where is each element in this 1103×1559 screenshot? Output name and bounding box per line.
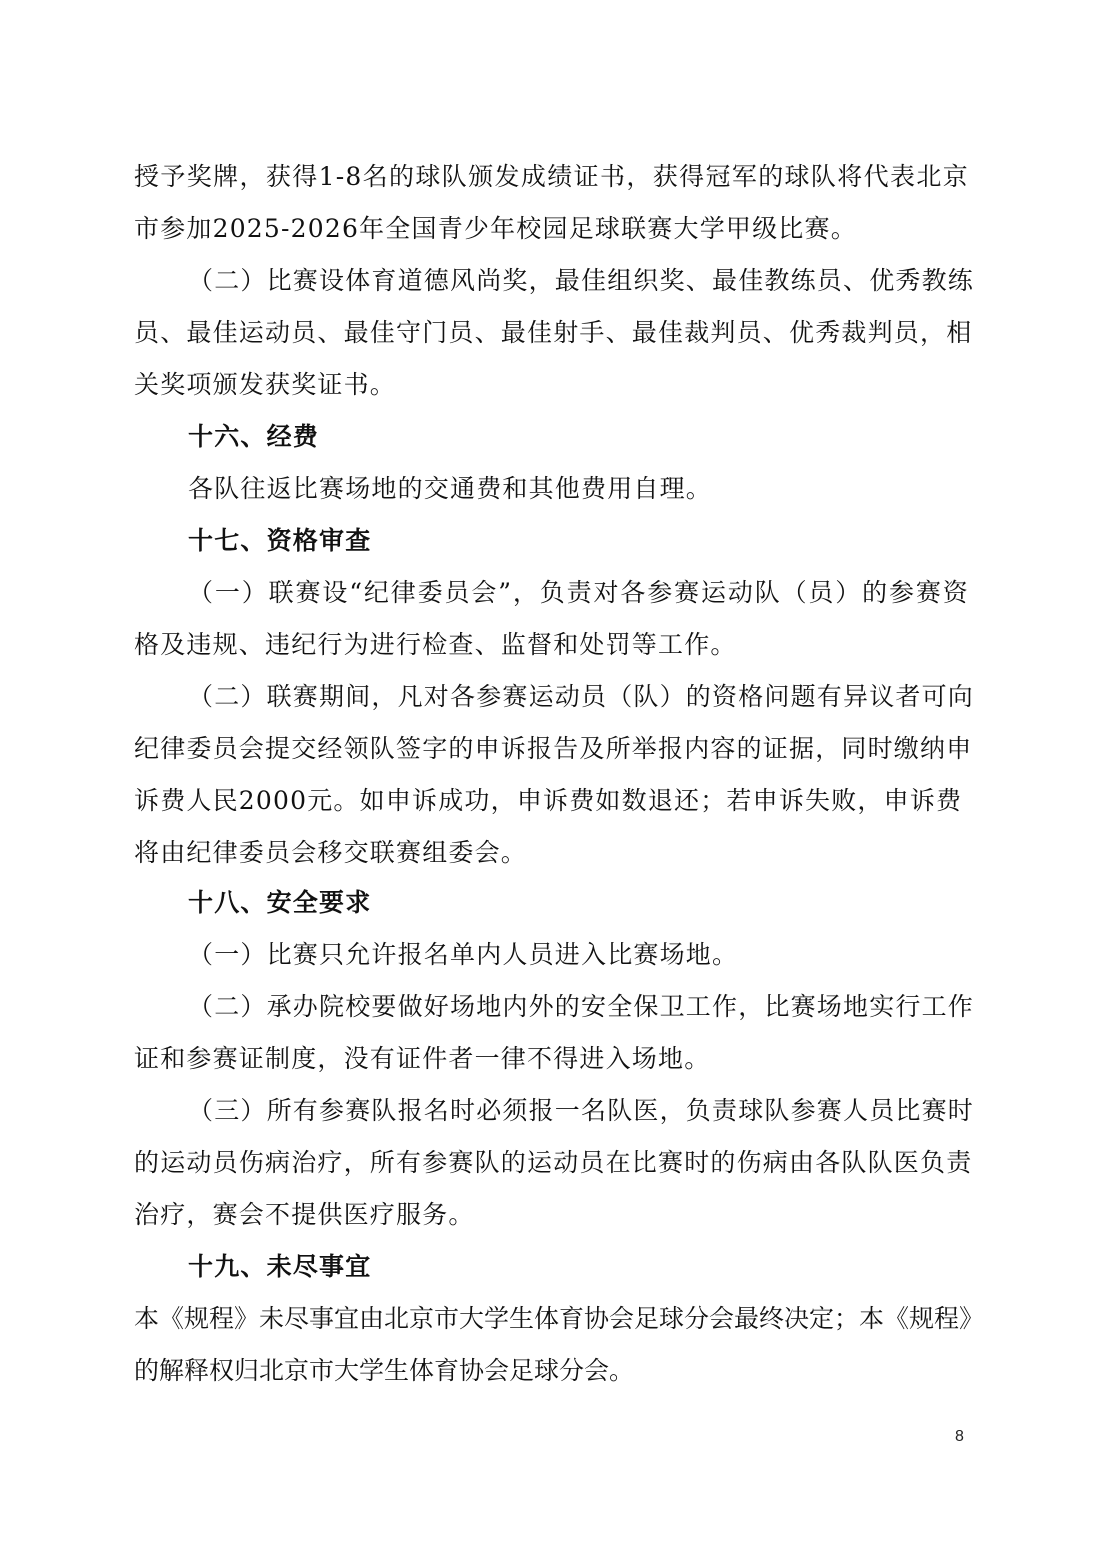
paragraph-line: 的运动员伤病治疗，所有参赛队的运动员在比赛时的伤病由各队队医负责 xyxy=(134,1148,973,1177)
paragraph-line: 诉费人民2000元。如申诉成功，申诉费如数退还；若申诉失败，申诉费 xyxy=(134,786,963,815)
paragraph-line: 关奖项颁发获奖证书。 xyxy=(134,370,397,399)
paragraph-line: 纪律委员会提交经领队签字的申诉报告及所举报内容的证据，同时缴纳申 xyxy=(134,734,973,763)
paragraph-line: 证和参赛证制度，没有证件者一律不得进入场地。 xyxy=(134,1044,711,1073)
section-heading: 十八、安全要求 xyxy=(188,888,372,917)
paragraph-line: （二）承办院校要做好场地内外的安全保卫工作，比赛场地实行工作 xyxy=(188,992,975,1021)
paragraph-line: （二）联赛期间，凡对各参赛运动员（队）的资格问题有异议者可向 xyxy=(188,682,975,711)
paragraph-line: 各队往返比赛场地的交通费和其他费用自理。 xyxy=(188,474,713,503)
paragraph-line: （三）所有参赛队报名时必须报一名队医，负责球队参赛人员比赛时 xyxy=(188,1096,975,1125)
paragraph-line: 治疗，赛会不提供医疗服务。 xyxy=(134,1200,475,1229)
paragraph-line: 的解释权归北京市大学生体育协会足球分会。 xyxy=(134,1356,635,1385)
paragraph-line: 员、最佳运动员、最佳守门员、最佳射手、最佳裁判员、优秀裁判员，相 xyxy=(134,318,973,347)
paragraph-line: 格及违规、违纪行为进行检查、监督和处罚等工作。 xyxy=(134,630,737,659)
paragraph-line: 本《规程》未尽事宜由北京市大学生体育协会足球分会最终决定；本《规程》 xyxy=(134,1304,985,1333)
section-heading: 十七、资格审查 xyxy=(188,526,372,555)
paragraph-line: （二）比赛设体育道德风尚奖，最佳组织奖、最佳教练员、优秀教练 xyxy=(188,266,975,295)
page-number: 8 xyxy=(955,1428,964,1445)
paragraph-line: （一）联赛设“纪律委员会”，负责对各参赛运动队（员）的参赛资 xyxy=(188,578,969,607)
paragraph-line: 市参加2025-2026年全国青少年校园足球联赛大学甲级比赛。 xyxy=(134,214,857,243)
section-heading: 十六、经费 xyxy=(188,422,320,451)
paragraph-line: 将由纪律委员会移交联赛组委会。 xyxy=(134,838,528,867)
paragraph-line: 授予奖牌，获得1-8名的球队颁发成绩证书，获得冠军的球队将代表北京 xyxy=(134,162,969,191)
section-heading: 十九、未尽事宜 xyxy=(188,1252,372,1281)
paragraph-line: （一）比赛只允许报名单内人员进入比赛场地。 xyxy=(188,940,739,969)
